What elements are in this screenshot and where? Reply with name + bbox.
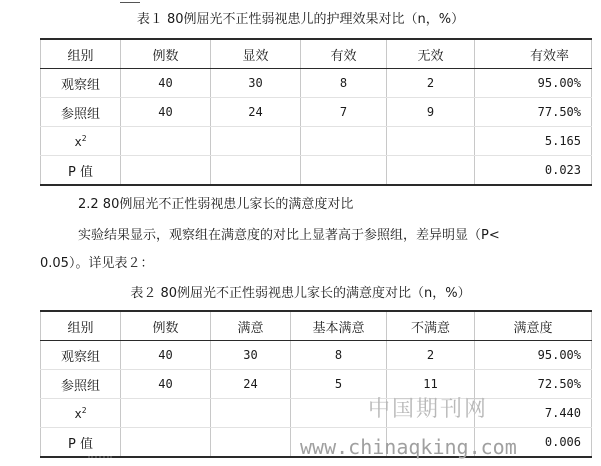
table-cell	[211, 399, 291, 428]
table-cell	[121, 156, 211, 186]
table-cell	[121, 399, 211, 428]
paragraph-line: 0.05）。详见表２：	[40, 256, 154, 271]
table-cell	[301, 156, 387, 186]
table-cell: 40	[121, 370, 211, 399]
table-row	[41, 370, 592, 399]
table2-header-cell: 不满意	[387, 311, 475, 341]
table-row	[41, 127, 592, 156]
table-cell: 30	[211, 69, 301, 98]
table-cell: P 值	[41, 428, 121, 458]
watermark-url: www.chinaqking.com	[300, 435, 517, 459]
table-cell: 8	[291, 341, 387, 370]
table-cell: 95.00%	[475, 341, 592, 370]
table-cell: 11	[387, 370, 475, 399]
table-cell: 2	[387, 69, 475, 98]
chi-square-label	[41, 399, 121, 428]
table-cell: 95.00%	[475, 69, 592, 98]
table1-header-cell: 组别	[41, 39, 121, 69]
table2-header-cell: 满意度	[475, 311, 592, 341]
top-cut-fragment	[120, 0, 140, 3]
section-heading: 2.2 80例屈光不正性弱视患儿家长的满意度对比	[78, 197, 354, 212]
chi-sup: 2	[81, 133, 87, 143]
table-cell: 9	[387, 98, 475, 127]
table-cell: 30	[211, 341, 291, 370]
table1-header-cell: 显效	[211, 39, 301, 69]
table1-header-cell: 有效率	[475, 39, 592, 69]
table-cell: 72.50%	[475, 370, 592, 399]
table-cell: 40	[121, 341, 211, 370]
table-cell	[387, 127, 475, 156]
table2-header-cell: 基本满意	[291, 311, 387, 341]
table-cell: 0.006	[475, 428, 592, 458]
table-row	[41, 341, 592, 370]
table-cell: 参照组	[41, 370, 121, 399]
table-cell: 77.50%	[475, 98, 592, 127]
table-cell	[387, 156, 475, 186]
table-row	[41, 98, 592, 127]
table2-header-cell: 满意	[211, 311, 291, 341]
table-cell: 参照组	[41, 98, 121, 127]
table1-header-cell: 例数	[121, 39, 211, 69]
table-cell	[211, 156, 301, 186]
paragraph-line: 实验结果显示，观察组在满意度的对比上显著高于参照组，差异明显（P<	[78, 228, 500, 243]
table-cell	[121, 127, 211, 156]
table2-caption: 表２ 80例屈光不正性弱视患儿家长的满意度对比（n，%）	[130, 286, 471, 301]
table2-header-row	[41, 311, 592, 341]
table-cell: 5.165	[475, 127, 592, 156]
table-cell	[211, 127, 301, 156]
table1-header-cell: 无效	[387, 39, 475, 69]
table-cell: 24	[211, 370, 291, 399]
table-row	[41, 399, 592, 428]
table1-caption: 表１ 80例屈光不正性弱视患儿的护理效果对比（n，%）	[136, 12, 465, 27]
chi-square-label	[41, 127, 121, 156]
table-cell: 0.023	[475, 156, 592, 186]
chi-sup: 2	[81, 405, 87, 415]
table-row	[41, 69, 592, 98]
table-cell: 24	[211, 98, 301, 127]
table-cell: 2	[387, 341, 475, 370]
table1-header-row	[41, 39, 592, 69]
chi-x: x	[74, 406, 82, 421]
table-cell: 8	[301, 69, 387, 98]
table-cell: P 值	[41, 156, 121, 186]
table1	[40, 38, 592, 186]
table-cell	[211, 428, 291, 458]
bottom-cut-fragment	[88, 456, 112, 466]
table-cell	[301, 127, 387, 156]
table-cell: 5	[291, 370, 387, 399]
watermark-logo-text: 中国期刊网	[368, 397, 489, 422]
chi-x: x	[74, 134, 82, 149]
table-row	[41, 156, 592, 186]
table-cell: 观察组	[41, 341, 121, 370]
table-cell: 40	[121, 69, 211, 98]
table-cell: 7	[301, 98, 387, 127]
table-cell: 7.440	[475, 399, 592, 428]
table-cell	[121, 428, 211, 458]
table2-header-cell: 例数	[121, 311, 211, 341]
table-cell: 40	[121, 98, 211, 127]
table1-header-cell: 有效	[301, 39, 387, 69]
table-cell: 观察组	[41, 69, 121, 98]
table2-header-cell: 组别	[41, 311, 121, 341]
